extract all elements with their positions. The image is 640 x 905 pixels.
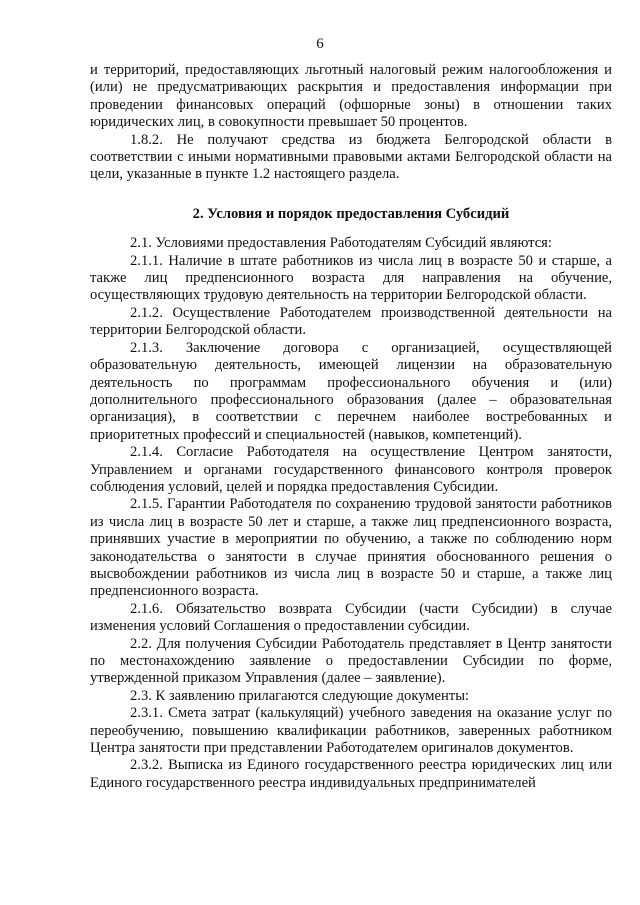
paragraph-2-1-5: 2.1.5. Гарантии Работодателя по сохранению трудовой занятости работников из числа лиц в возрасте 50 лет и старше, а также лиц предпенсионного возраста, принявших участие в мероприятии по обучению, а также по соблюдению норм законодательства о занятости в случае принятия обоснованного решения о высвобождении работников из числа лиц в возрасте 50 и старше, а также лиц предпенсионного возраста. (90, 496, 612, 600)
paragraph-2-3: 2.3. К заявлению прилагаются следующие документы: (130, 687, 470, 704)
paragraph-2-3-2: 2.3.2. Выписка из Единого государственного реестра юридических лиц или Единого государственного реестра индивидуальных предпринимателей (90, 757, 612, 791)
paragraph-2-1: 2.1. Условиями предоставления Работодателям Субсидий являются: (130, 235, 552, 252)
paragraph-2-1-1: 2.1.1. Наличие в штате работников из числа лиц в возрасте 50 и старше, а также лиц предпенсионного возраста для направления на обучение, осуществляющих трудовую деятельность на территории Белгородской области. (90, 252, 612, 304)
page-number: 6 (316, 36, 324, 52)
document-body (90, 62, 612, 792)
paragraph-2-1-3: 2.1.3. Заключение договора с организацией, осуществляющей образовательную деятельность, имеющей лицензии на образовательную деятельность по программам профессионального обучения и (или) дополнительного профессионального образования (далее – образовательная организация), в соответствии с перечнем наиболее востребованных и приоритетных профессий и специальностей (навыков, компетенций). (90, 339, 612, 443)
paragraph-continuation: и территорий, предоставляющих льготный налоговый режим налогообложения и (или) не предусматривающих раскрытия и предоставления информации при проведении финансовых операций (офшорные зоны) в отношении таких юридических лиц, в совокупности превышает 50 процентов. (90, 62, 612, 131)
paragraph-2-1-2: 2.1.2. Осуществление Работодателем производственной деятельности на территории Белгородской области. (90, 304, 612, 339)
section-heading: 2. Условия и порядок предоставления Субсидий (192, 205, 510, 222)
paragraph-2-1-6: 2.1.6. Обязательство возврата Субсидии (части Субсидии) в случае изменения условий Соглашения о предоставлении субсидии. (90, 600, 612, 635)
paragraph-2-1-4: 2.1.4. Согласие Работодателя на осуществление Центром занятости, Управлением и органами государственного финансового контроля проверок соблюдения условий, целей и порядка предоставления Субсидии. (90, 444, 612, 495)
paragraph-2-2: 2.2. Для получения Субсидии Работодатель представляет в Центр занятости по местонахождению заявление о предоставлении Субсидии по форме, утвержденной приказом Управления (далее – заявление). (90, 635, 612, 687)
paragraph-2-3-1: 2.3.1. Смета затрат (калькуляций) учебного заведения на оказание услуг по переобучению, повышению квалификации работников, заверенных работником Центра занятости при представлении Работодателем оригиналов документов. (90, 705, 612, 757)
paragraph-1-8-2: 1.8.2. Не получают средства из бюджета Белгородской области в соответствии с иными нормативными правовыми актами Белгородской области на цели, указанные в пункте 1.2 настоящего раздела. (90, 131, 612, 183)
